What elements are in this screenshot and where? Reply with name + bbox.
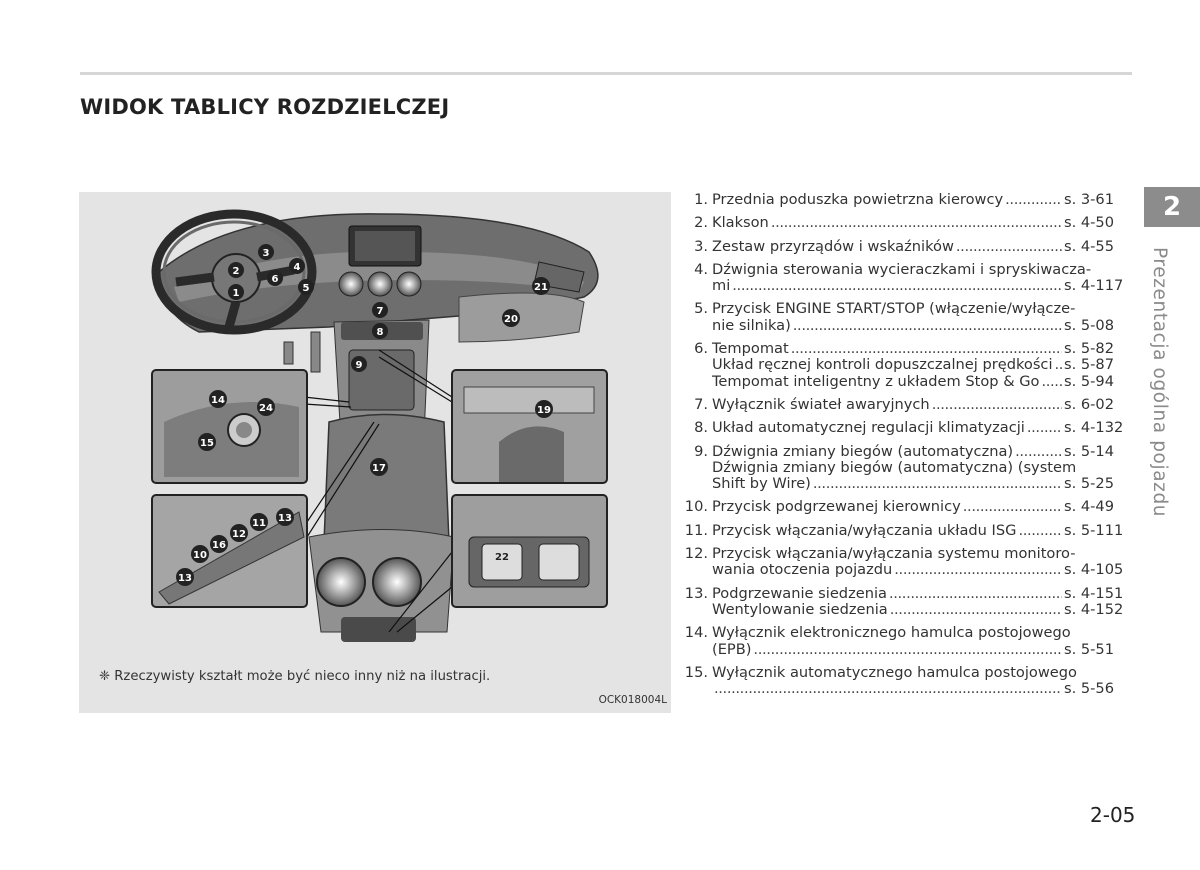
item-text: Wyłącznik elektronicznego hamulca postojowego xyxy=(712,624,1071,642)
item-line xyxy=(712,642,1128,658)
item-number: 8. xyxy=(694,419,708,437)
callout-22 xyxy=(495,552,509,563)
item-number: 12. xyxy=(684,545,708,563)
page-reference: s. 5-14 xyxy=(1064,442,1115,460)
item-text: Wentylowanie siedzenia xyxy=(712,600,888,618)
page-reference: s. 5-82 xyxy=(1064,340,1115,358)
svg-text:13: 13 xyxy=(278,513,292,524)
item-text: Wyłącznik automatycznego hamulca postojowego xyxy=(712,663,1077,681)
svg-text:17: 17 xyxy=(372,463,386,474)
leader-dots xyxy=(1015,444,1062,460)
page-reference: s. 4-151 xyxy=(1064,584,1124,602)
leader-dots xyxy=(890,602,1062,618)
item-number: 2. xyxy=(694,214,708,232)
item-number: 11. xyxy=(684,521,708,539)
chapter-tab: 2 xyxy=(1144,187,1200,227)
illustration-note: ❈ Rzeczywisty kształt może być nieco inny niż na ilustracji. xyxy=(99,669,491,684)
callout-13b xyxy=(176,568,194,586)
page-reference: s. 5-25 xyxy=(1064,475,1115,493)
item-text: Tempomat inteligentny z układem Stop & Go xyxy=(712,372,1040,390)
list-item xyxy=(678,192,1128,208)
callout-24 xyxy=(257,398,275,416)
item-text: Wyłącznik świateł awaryjnych xyxy=(712,395,930,413)
svg-text:4: 4 xyxy=(293,262,301,273)
item-number: 1. xyxy=(694,191,708,208)
callout-19 xyxy=(535,400,553,418)
item-line xyxy=(712,476,1128,492)
item-line xyxy=(712,301,1128,317)
item-number: 7. xyxy=(694,395,708,413)
item-number: 14. xyxy=(684,624,708,642)
item-text: Przycisk włączania/wyłączania systemu monitoro- xyxy=(712,545,1076,563)
svg-text:10: 10 xyxy=(193,550,207,561)
top-rule xyxy=(80,72,1132,75)
svg-text:1: 1 xyxy=(232,288,240,299)
list-item xyxy=(678,239,1128,255)
item-number: 15. xyxy=(684,663,708,681)
item-text: Podgrzewanie siedzenia xyxy=(712,584,887,602)
leader-dots xyxy=(771,215,1062,231)
item-line xyxy=(712,499,1128,515)
item-line xyxy=(712,192,1128,208)
page-reference: s. 4-132 xyxy=(1064,419,1124,437)
page-title: WIDOK TABLICY ROZDZIELCZEJ xyxy=(80,95,450,119)
leader-dots xyxy=(1027,420,1062,436)
item-text: Dźwignia sterowania wycieraczkami i spryskiwacza- xyxy=(712,260,1092,278)
item-line xyxy=(712,397,1128,413)
svg-text:6: 6 xyxy=(271,274,279,285)
leader-dots xyxy=(1005,192,1062,208)
item-line xyxy=(712,262,1128,278)
list-item xyxy=(678,499,1128,515)
item-text: (EPB) xyxy=(712,640,752,658)
item-text: Przycisk podgrzewanej kierownicy xyxy=(712,498,961,516)
svg-text:11: 11 xyxy=(252,518,266,529)
item-line xyxy=(712,602,1128,618)
svg-text:12: 12 xyxy=(232,529,246,540)
svg-text:7: 7 xyxy=(376,306,384,317)
callout-1 xyxy=(228,284,244,300)
list-item xyxy=(678,301,1128,334)
svg-text:20: 20 xyxy=(504,314,518,325)
page-reference: s. 5-51 xyxy=(1064,640,1115,658)
svg-text:21: 21 xyxy=(534,282,548,293)
callout-21 xyxy=(532,277,550,295)
svg-text:2: 2 xyxy=(232,266,240,277)
item-line xyxy=(712,523,1128,539)
svg-text:22: 22 xyxy=(495,552,509,563)
chapter-side-label: Prezentacja ogólna pojazdu xyxy=(1149,247,1170,518)
item-number: 10. xyxy=(684,498,708,516)
list-item xyxy=(678,665,1128,698)
item-line xyxy=(712,546,1128,562)
callout-9 xyxy=(351,356,367,372)
item-line xyxy=(712,318,1128,334)
svg-text:3: 3 xyxy=(262,248,270,259)
page-reference: s. 4-50 xyxy=(1064,214,1115,232)
callout-16 xyxy=(210,535,228,553)
list-item xyxy=(678,625,1128,658)
item-text: wania otoczenia pojazdu xyxy=(712,561,893,579)
svg-text:14: 14 xyxy=(211,395,225,406)
item-number: 3. xyxy=(694,237,708,255)
callout-14 xyxy=(209,390,227,408)
callout-6 xyxy=(267,270,283,286)
leader-dots xyxy=(791,341,1062,357)
callout-17 xyxy=(370,458,388,476)
leader-dots xyxy=(932,397,1062,413)
leader-dots xyxy=(894,562,1062,578)
page-reference: s. 4-152 xyxy=(1064,600,1124,618)
callout-2 xyxy=(228,262,244,278)
svg-text:19: 19 xyxy=(537,405,551,416)
page-number: 2-05 xyxy=(1090,803,1136,827)
list-item xyxy=(678,546,1128,579)
leader-dots xyxy=(1041,374,1062,390)
item-line xyxy=(712,444,1128,460)
item-line xyxy=(712,586,1128,602)
callout-11 xyxy=(250,513,268,531)
callout-13a xyxy=(276,508,294,526)
callout-5 xyxy=(298,279,314,295)
item-number: 4. xyxy=(694,260,708,278)
leader-dots xyxy=(1055,357,1062,373)
item-number: 9. xyxy=(694,442,708,460)
item-text: Dźwignia zmiany biegów (automatyczna) xyxy=(712,442,1014,460)
svg-text:9: 9 xyxy=(355,360,363,371)
item-text: Shift by Wire) xyxy=(712,475,811,493)
dashboard-illustration xyxy=(79,192,671,713)
item-line xyxy=(712,665,1128,681)
item-text: Układ automatycznej regulacji klimatyzacji xyxy=(712,419,1025,437)
callout-4 xyxy=(289,258,305,274)
list-item xyxy=(678,586,1128,619)
callout-12 xyxy=(230,524,248,542)
page-reference: s. 5-56 xyxy=(1064,680,1115,698)
leader-dots xyxy=(1018,523,1062,539)
leader-dots xyxy=(963,499,1062,515)
list-item xyxy=(678,420,1128,436)
item-line xyxy=(712,562,1128,578)
item-text: Przycisk włączania/wyłączania układu ISG xyxy=(712,521,1017,539)
svg-text:8: 8 xyxy=(376,327,384,338)
item-line xyxy=(712,460,1128,476)
page-reference: s. 5-08 xyxy=(1064,316,1115,334)
page-reference: s. 4-117 xyxy=(1064,277,1124,295)
callout-7 xyxy=(372,302,388,318)
item-number: 5. xyxy=(694,300,708,318)
item-line xyxy=(712,420,1128,436)
item-text: Przycisk ENGINE START/STOP (włączenie/wyłącze- xyxy=(712,300,1076,318)
figure-code: OCK018004L xyxy=(598,694,667,706)
page-reference: s. 4-105 xyxy=(1064,561,1124,579)
page-reference: s. 3-61 xyxy=(1064,191,1115,208)
svg-text:24: 24 xyxy=(259,403,273,414)
page-reference: s. 4-55 xyxy=(1064,237,1115,255)
page-reference: s. 4-49 xyxy=(1064,498,1115,516)
item-text: Zestaw przyrządów i wskaźników xyxy=(712,237,954,255)
item-line xyxy=(712,341,1128,357)
item-line xyxy=(712,357,1128,373)
page-reference: s. 5-111 xyxy=(1064,521,1124,539)
item-line xyxy=(712,239,1128,255)
item-line xyxy=(712,215,1128,231)
page-reference: s. 6-02 xyxy=(1064,395,1115,413)
item-line xyxy=(712,278,1128,294)
item-line xyxy=(712,374,1128,390)
svg-text:16: 16 xyxy=(212,540,226,551)
callout-20 xyxy=(502,309,520,327)
item-line xyxy=(712,625,1128,641)
callout-3 xyxy=(258,244,274,260)
list-item xyxy=(678,341,1128,390)
item-number: 6. xyxy=(694,340,708,358)
dashboard-drawing xyxy=(79,192,671,713)
list-item xyxy=(678,444,1128,493)
item-text: nie silnika) xyxy=(712,316,791,334)
list-item xyxy=(678,523,1128,539)
svg-text:15: 15 xyxy=(200,438,214,449)
svg-text:13: 13 xyxy=(178,573,192,584)
item-number: 13. xyxy=(684,584,708,602)
leader-dots xyxy=(813,476,1062,492)
item-line xyxy=(712,681,1128,697)
leader-dots xyxy=(732,278,1062,294)
list-item xyxy=(678,397,1128,413)
page-reference: s. 5-87 xyxy=(1064,356,1115,374)
list-item xyxy=(678,215,1128,231)
item-text: Dźwignia zmiany biegów (automatyczna) (system xyxy=(712,458,1077,476)
leader-dots xyxy=(889,586,1062,602)
callout-8 xyxy=(372,323,388,339)
item-text: mi xyxy=(712,277,731,295)
item-text: Tempomat xyxy=(712,340,789,358)
component-list xyxy=(678,192,1128,704)
callout-15 xyxy=(198,433,216,451)
leader-dots xyxy=(714,681,1062,697)
item-text: Przednia poduszka powietrzna kierowcy xyxy=(712,191,1004,208)
leader-dots xyxy=(956,239,1062,255)
item-text: Klakson xyxy=(712,214,769,232)
callout-10 xyxy=(191,545,209,563)
page-reference: s. 5-94 xyxy=(1064,372,1115,390)
list-item xyxy=(678,262,1128,295)
item-text: Układ ręcznej kontroli dopuszczalnej prędkości xyxy=(712,356,1053,374)
svg-text:5: 5 xyxy=(302,283,310,294)
leader-dots xyxy=(753,642,1062,658)
leader-dots xyxy=(793,318,1062,334)
